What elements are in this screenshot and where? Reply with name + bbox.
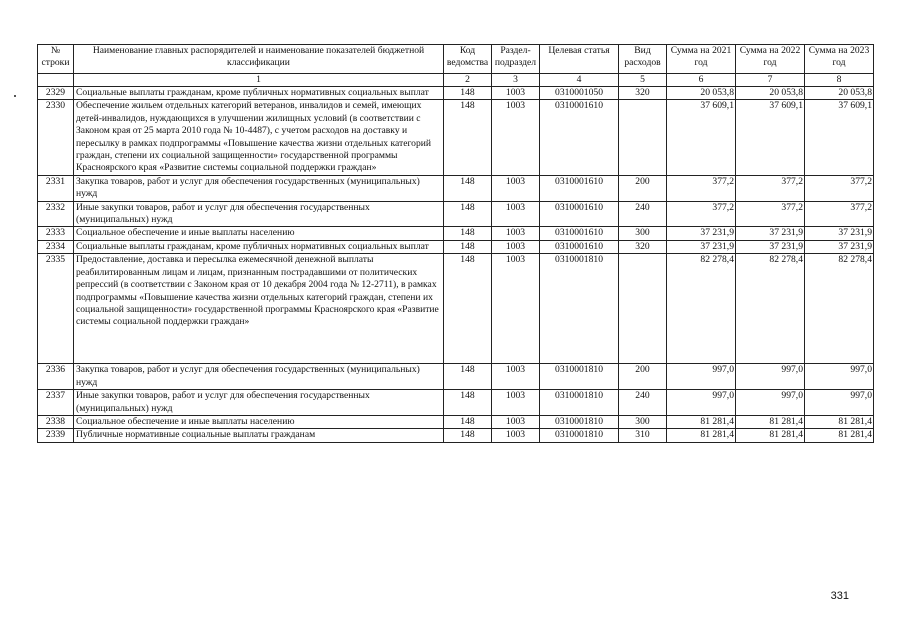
amount-2021-cell: 82 278,4 [667, 254, 736, 364]
amount-2023-cell: 20 053,8 [805, 87, 874, 100]
department-code-cell: 148 [444, 254, 492, 364]
column-number: 8 [805, 74, 874, 87]
department-code-cell: 148 [444, 175, 492, 201]
budget-table-container [37, 44, 872, 443]
header-amount-2022: Сумма на 2022 год [736, 45, 805, 74]
amount-2021-cell: 37 231,9 [667, 240, 736, 253]
row-name-cell: Закупка товаров, работ и услуг для обеспечения государственных (муниципальных) нужд [74, 364, 444, 390]
expense-type-cell: 300 [619, 415, 667, 428]
amount-2021-cell: 997,0 [667, 390, 736, 416]
department-code-cell: 148 [444, 429, 492, 442]
row-name-cell: Предоставление, доставка и пересылка ежемесячной денежной выплаты реабилитированным лицам и лицам, признанным пострадавшими от политических репрессий (в соответствии с Законом края от 10 декабря 2004 года № 12-2711), в рамках подпрограммы «Повышение качества жизни отдельных категорий граждан, степени их социальной защищенности» государственной программы Красноярского края «Развитие системы социальной поддержки граждан» [74, 254, 444, 364]
amount-2021-cell: 377,2 [667, 175, 736, 201]
margin-mark [14, 95, 16, 97]
expense-type-cell: 200 [619, 175, 667, 201]
expense-type-cell: 200 [619, 364, 667, 390]
amount-2022-cell: 377,2 [736, 201, 805, 227]
page-number: 331 [830, 590, 849, 602]
target-article-cell: 0310001610 [540, 227, 619, 240]
department-code-cell: 148 [444, 227, 492, 240]
header-section: Раздел-подраздел [492, 45, 540, 74]
column-number: 6 [667, 74, 736, 87]
target-article-cell: 0310001810 [540, 254, 619, 364]
section-cell: 1003 [492, 390, 540, 416]
target-article-cell: 0310001610 [540, 100, 619, 175]
row-name-cell: Иные закупки товаров, работ и услуг для обеспечения государственных (муниципальных) нужд [74, 201, 444, 227]
amount-2022-cell: 81 281,4 [736, 415, 805, 428]
row-number-cell: 2338 [38, 415, 74, 428]
row-number-cell: 2333 [38, 227, 74, 240]
table-row [38, 201, 874, 227]
table-row [38, 415, 874, 428]
row-number-cell: 2332 [38, 201, 74, 227]
target-article-cell: 0310001050 [540, 87, 619, 100]
amount-2022-cell: 37 609,1 [736, 100, 805, 175]
amount-2022-cell: 82 278,4 [736, 254, 805, 364]
row-name-cell: Обеспечение жильем отдельных категорий ветеранов, инвалидов и семей, имеющих детей-инвалидов, нуждающихся в улучшении жилищных условий (в соответствии с Законом края от 25 марта 2010 года № 10-4487), с учетом расходов на доставку и пересылку в рамках подпрограммы «Повышение качества жизни отдельных категорий граждан, степени их социальной защищенности» государственной программы Красноярского края «Развитие системы социальной поддержки граждан» [74, 100, 444, 175]
amount-2021-cell: 997,0 [667, 364, 736, 390]
amount-2023-cell: 82 278,4 [805, 254, 874, 364]
section-cell: 1003 [492, 364, 540, 390]
amount-2021-cell: 37 609,1 [667, 100, 736, 175]
amount-2021-cell: 20 053,8 [667, 87, 736, 100]
row-number-cell: 2336 [38, 364, 74, 390]
target-article-cell: 0310001810 [540, 390, 619, 416]
amount-2022-cell: 81 281,4 [736, 429, 805, 442]
row-number-cell: 2339 [38, 429, 74, 442]
table-header-row [38, 45, 874, 74]
row-name-cell: Социальные выплаты гражданам, кроме публичных нормативных социальных выплат [74, 240, 444, 253]
expense-type-cell: 240 [619, 201, 667, 227]
department-code-cell: 148 [444, 87, 492, 100]
header-department-code: Код ведомства [444, 45, 492, 74]
section-cell: 1003 [492, 87, 540, 100]
column-number: 7 [736, 74, 805, 87]
section-cell: 1003 [492, 415, 540, 428]
target-article-cell: 0310001810 [540, 364, 619, 390]
amount-2022-cell: 997,0 [736, 390, 805, 416]
amount-2023-cell: 81 281,4 [805, 415, 874, 428]
section-cell: 1003 [492, 240, 540, 253]
table-row [38, 429, 874, 442]
expense-type-cell: 300 [619, 227, 667, 240]
header-row-number: № строки [38, 45, 74, 74]
row-name-cell: Иные закупки товаров, работ и услуг для обеспечения государственных (муниципальных) нужд [74, 390, 444, 416]
amount-2023-cell: 81 281,4 [805, 429, 874, 442]
amount-2022-cell: 37 231,9 [736, 240, 805, 253]
department-code-cell: 148 [444, 415, 492, 428]
target-article-cell: 0310001610 [540, 240, 619, 253]
header-expense-type: Вид расходов [619, 45, 667, 74]
row-name-cell: Социальные выплаты гражданам, кроме публичных нормативных социальных выплат [74, 87, 444, 100]
expense-type-cell: 320 [619, 240, 667, 253]
column-number: 3 [492, 74, 540, 87]
table-row [38, 227, 874, 240]
expense-type-cell: 310 [619, 429, 667, 442]
table-row [38, 254, 874, 364]
header-target-article: Целевая статья [540, 45, 619, 74]
amount-2021-cell: 81 281,4 [667, 415, 736, 428]
budget-table [37, 44, 874, 443]
table-body [38, 87, 874, 443]
row-name-cell: Социальное обеспечение и иные выплаты населению [74, 415, 444, 428]
amount-2023-cell: 377,2 [805, 201, 874, 227]
row-name-cell: Публичные нормативные социальные выплаты гражданам [74, 429, 444, 442]
amount-2022-cell: 37 231,9 [736, 227, 805, 240]
target-article-cell: 0310001810 [540, 415, 619, 428]
column-number-row [38, 74, 874, 87]
row-name-cell: Социальное обеспечение и иные выплаты населению [74, 227, 444, 240]
section-cell: 1003 [492, 227, 540, 240]
department-code-cell: 148 [444, 201, 492, 227]
row-name-cell: Закупка товаров, работ и услуг для обеспечения государственных (муниципальных) нужд [74, 175, 444, 201]
department-code-cell: 148 [444, 390, 492, 416]
amount-2023-cell: 37 609,1 [805, 100, 874, 175]
table-row [38, 175, 874, 201]
section-cell: 1003 [492, 100, 540, 175]
column-number [38, 74, 74, 87]
row-number-cell: 2334 [38, 240, 74, 253]
row-number-cell: 2329 [38, 87, 74, 100]
amount-2023-cell: 377,2 [805, 175, 874, 201]
table-row [38, 87, 874, 100]
amount-2021-cell: 37 231,9 [667, 227, 736, 240]
expense-type-cell: 320 [619, 87, 667, 100]
department-code-cell: 148 [444, 364, 492, 390]
department-code-cell: 148 [444, 240, 492, 253]
column-number: 2 [444, 74, 492, 87]
expense-type-cell [619, 100, 667, 175]
row-number-cell: 2331 [38, 175, 74, 201]
section-cell: 1003 [492, 175, 540, 201]
header-amount-2023: Сумма на 2023 год [805, 45, 874, 74]
row-number-cell: 2335 [38, 254, 74, 364]
amount-2021-cell: 81 281,4 [667, 429, 736, 442]
amount-2021-cell: 377,2 [667, 201, 736, 227]
section-cell: 1003 [492, 429, 540, 442]
header-name: Наименование главных распорядителей и наименование показателей бюджетной классификации [74, 45, 444, 74]
target-article-cell: 0310001610 [540, 201, 619, 227]
amount-2023-cell: 37 231,9 [805, 227, 874, 240]
column-number: 4 [540, 74, 619, 87]
amount-2023-cell: 997,0 [805, 364, 874, 390]
department-code-cell: 148 [444, 100, 492, 175]
section-cell: 1003 [492, 201, 540, 227]
amount-2022-cell: 20 053,8 [736, 87, 805, 100]
row-number-cell: 2330 [38, 100, 74, 175]
amount-2022-cell: 377,2 [736, 175, 805, 201]
expense-type-cell [619, 254, 667, 364]
amount-2023-cell: 997,0 [805, 390, 874, 416]
target-article-cell: 0310001610 [540, 175, 619, 201]
header-amount-2021: Сумма на 2021 год [667, 45, 736, 74]
table-row [38, 100, 874, 175]
table-row [38, 364, 874, 390]
amount-2023-cell: 37 231,9 [805, 240, 874, 253]
expense-type-cell: 240 [619, 390, 667, 416]
table-row [38, 390, 874, 416]
section-cell: 1003 [492, 254, 540, 364]
column-number: 1 [74, 74, 444, 87]
table-row [38, 240, 874, 253]
amount-2022-cell: 997,0 [736, 364, 805, 390]
target-article-cell: 0310001810 [540, 429, 619, 442]
column-number: 5 [619, 74, 667, 87]
row-number-cell: 2337 [38, 390, 74, 416]
